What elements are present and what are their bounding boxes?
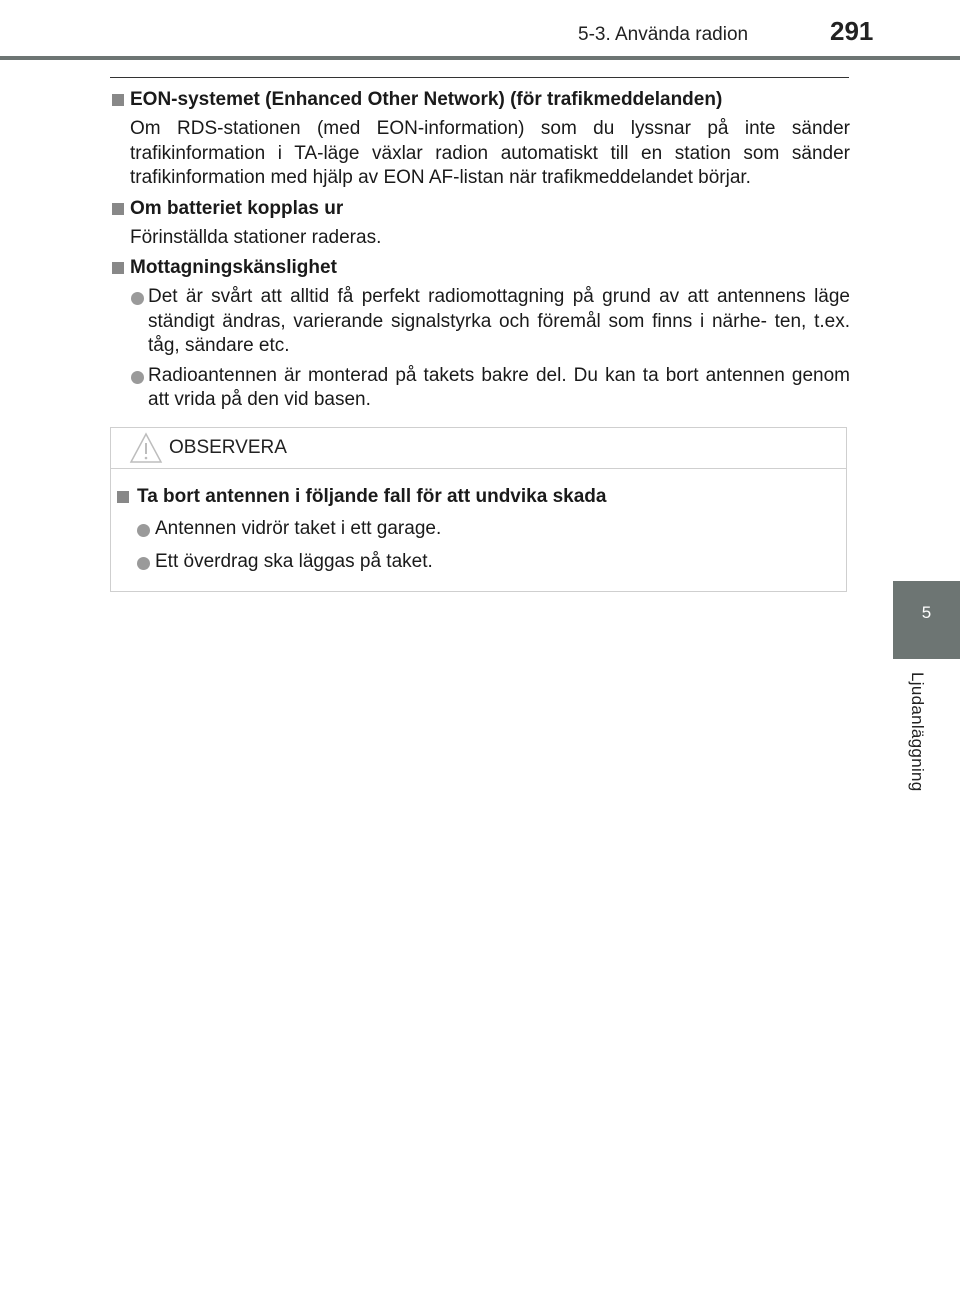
round-bullet-icon [137,524,150,537]
round-bullet-icon [137,557,150,570]
list-item [110,285,850,359]
content-divider [110,77,849,78]
notice-body [111,485,846,574]
section-body: Förinställda stationer raderas. [130,227,382,248]
section-heading-text: Om batteriet kopplas ur [130,198,344,219]
list-item [111,550,846,575]
square-bullet-icon [117,491,129,503]
notice-heading-text: Ta bort antennen i följande fall för att undvika skada [137,486,607,507]
chapter-tab [893,581,960,659]
notice-header [111,428,846,469]
notice-heading [111,485,846,509]
list-item-text: Radioantennen är monterad på takets bakre del. Du kan ta bort antennen genom att vrida på den vid basen. [148,364,850,410]
section-eon [110,88,850,191]
section-reception [110,256,850,413]
round-bullet-icon [131,292,144,305]
notice-title: OBSERVERA [169,437,287,458]
section-heading [110,197,850,221]
chapter-label: Ljudanläggning [908,672,927,792]
square-bullet-icon [112,203,124,215]
header-rule [0,56,960,60]
square-bullet-icon [112,262,124,274]
chapter-number: 5 [921,603,932,622]
section-heading [110,256,850,280]
notice-box [110,427,847,592]
list-item-text: Ett överdrag ska läggas på taket. [155,550,433,572]
round-bullet-icon [131,371,144,384]
list-item [111,517,846,542]
section-heading-text: Mottagningskänslighet [130,257,337,278]
list-item-text: Antennen vidrör taket i ett garage. [155,518,442,539]
section-battery [110,197,850,251]
square-bullet-icon [112,94,124,106]
list-item-text: Det är svårt att alltid få perfekt radiomottagning på grund av att antennens läge ständigt ändras, varierande signalstyrka och föremål som finns i närhe- ten, t.ex. tåg, sändare etc. [148,286,850,356]
section-heading-text: EON-systemet (Enhanced Other Network) (för trafikmeddelanden) [130,89,723,110]
section-heading [110,88,850,112]
section-body: Om RDS-stationen (med EON-information) som du lyssnar på inte sänder trafikinformation i TA-läge växlar radion automatiskt till en station som sänder trafikinformation med hjälp av EON AF-listan när trafikmeddelandet börjar. [130,118,850,188]
page-number: 291 [830,16,874,46]
list-item [110,364,850,413]
warning-triangle-icon [129,432,163,464]
header-section-title: 5-3. Använda radion [578,24,749,45]
